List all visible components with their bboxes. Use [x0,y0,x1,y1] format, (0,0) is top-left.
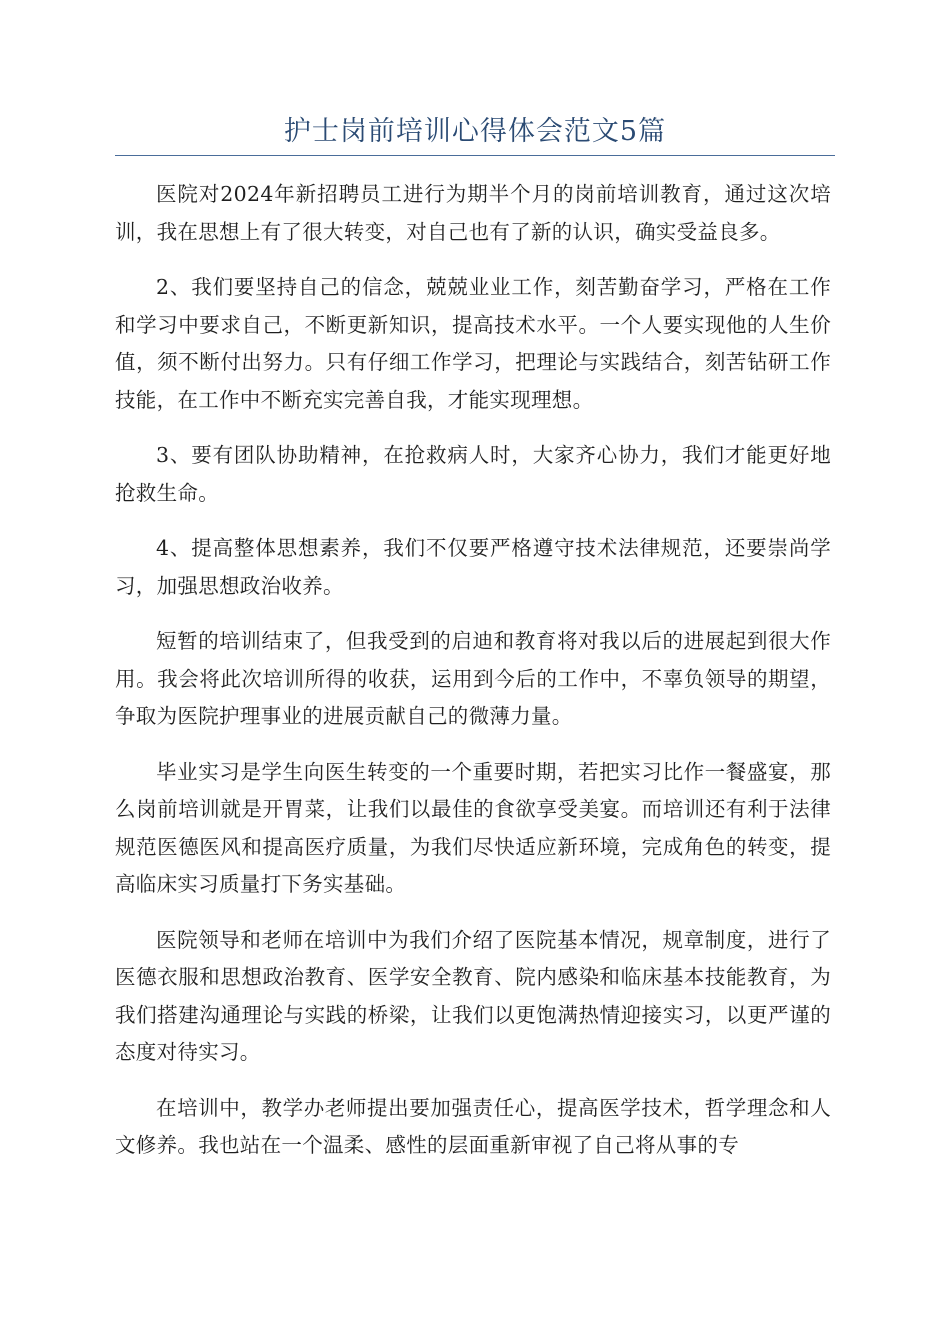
paragraph-2: 2、我们要坚持自己的信念，兢兢业业工作，刻苦勤奋学习，严格在工作和学习中要求自己，不断更新知识，提高技术水平。一个人要实现他的人生价值，须不断付出努力。只有仔细工作学习，把理论与实践结合，刻苦钻研工作技能，在工作中不断充实完善自我，才能实现理想。 [115,275,831,412]
paragraph-5: 短暂的培训结束了，但我受到的启迪和教育将对我以后的进展起到很大作用。我会将此次培训所得的收获，运用到今后的工作中，不辜负领导的期望，争取为医院护理事业的进展贡献自己的微薄力量。 [115,629,831,728]
paragraph-1: 医院对2024年新招聘员工进行为期半个月的岗前培训教育，通过这次培训，我在思想上有了很大转变，对自己也有了新的认识，确实受益良多。 [115,182,831,244]
paragraph-7: 医院领导和老师在培训中为我们介绍了医院基本情况，规章制度，进行了医德衣服和思想政治教育、医学安全教育、院内感染和临床基本技能教育，为我们搭建沟通理论与实践的桥梁，让我们以更饱满热情迎接实习，以更严谨的态度对待实习。 [115,927,831,1064]
paragraph-8: 在培训中，教学办老师提出要加强责任心，提高医学技术，哲学理念和人文修养。我也站在一个温柔、感性的层面重新审视了自己将从事的专 [115,1095,831,1157]
paragraph-3: 3、要有团队协助精神，在抢救病人时，大家齐心协力，我们才能更好地抢救生命。 [115,443,831,505]
document-body [115,176,831,1183]
paragraph-4: 4、提高整体思想素养，我们不仅要严格遵守技术法律规范，还要崇尚学习，加强思想政治收养。 [115,536,831,598]
title-underline [115,155,835,156]
document-title: 护士岗前培训心得体会范文5篇 [283,116,667,147]
paragraph-6: 毕业实习是学生向医生转变的一个重要时期，若把实习比作一餐盛宴，那么岗前培训就是开胃菜，让我们以最佳的食欲享受美宴。而培训还有利于法律规范医德医风和提高医疗质量，为我们尽快适应新环境，完成角色的转变，提高临床实习质量打下务实基础。 [115,759,831,896]
